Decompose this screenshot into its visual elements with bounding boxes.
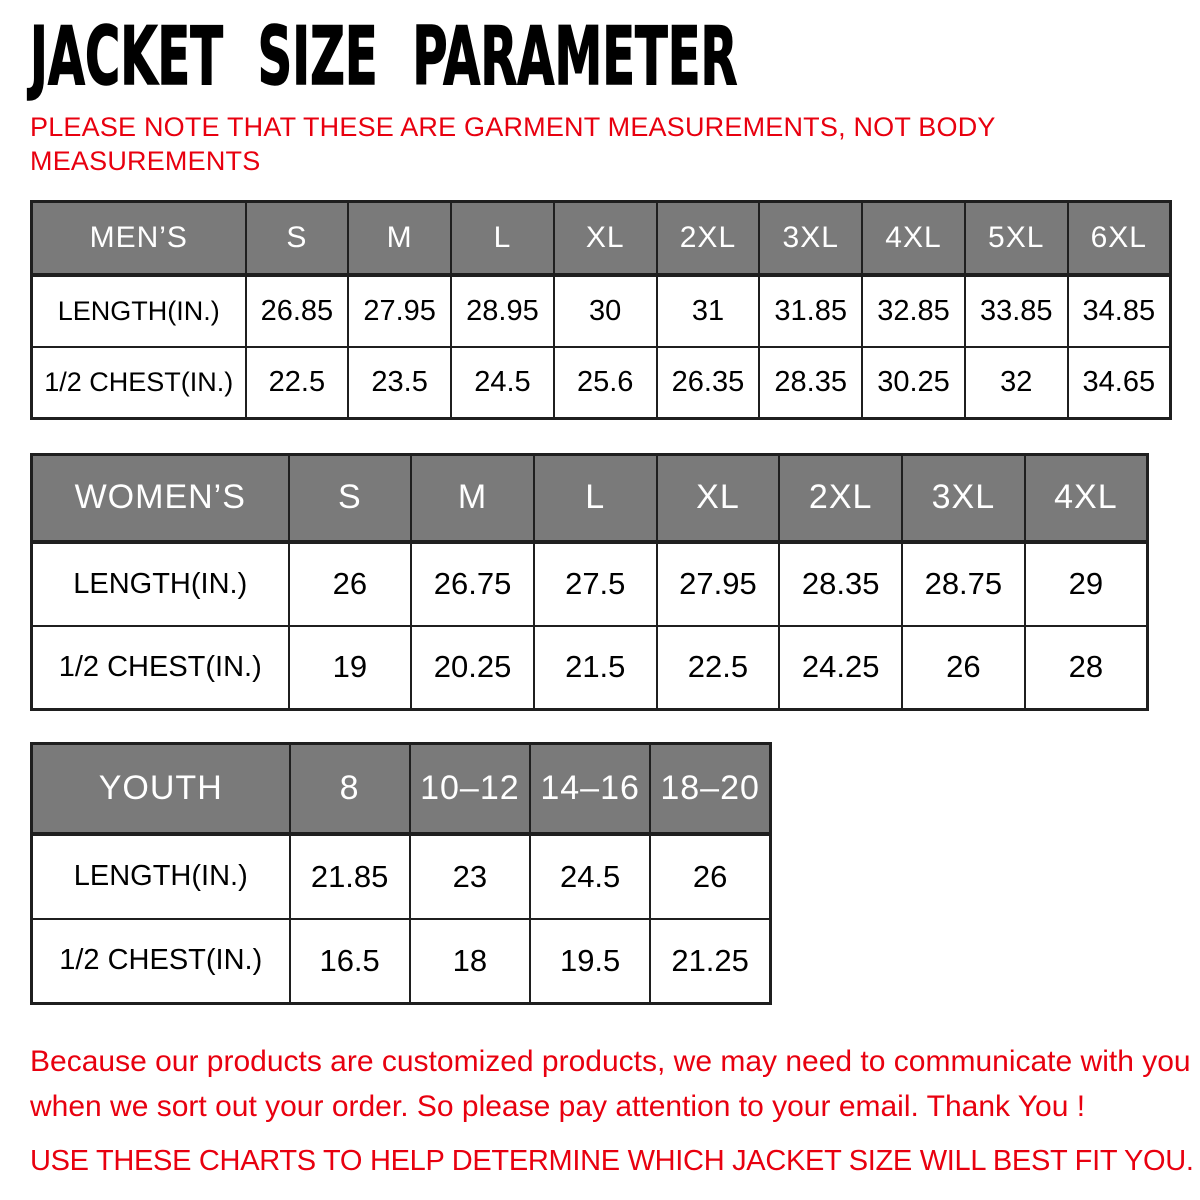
measurement-row: [32, 919, 771, 1004]
customization-notice-line-1: Because our products are customized products, we may need to communicate with you: [30, 1045, 1191, 1078]
chart-usage-note: USE THESE CHARTS TO HELP DETERMINE WHICH JACKET SIZE WILL BEST FIT YOU.: [30, 1145, 1194, 1177]
value-cell: 26: [902, 626, 1025, 710]
row-label-cell: LENGTH(IN.): [32, 834, 290, 919]
customization-notice: [30, 1039, 1200, 1129]
value-cell: 31.85: [759, 275, 862, 347]
value-cell: 24.5: [451, 347, 554, 419]
header-row: [32, 202, 1171, 275]
value-cell: 24.5: [530, 834, 650, 919]
customization-notice-line-2: when we sort out your order. So please pay attention to your email. Thank You !: [30, 1090, 1086, 1123]
value-cell: 30: [554, 275, 657, 347]
value-cell: 16.5: [290, 919, 410, 1004]
size-header-cell: 3XL: [759, 202, 862, 275]
value-cell: 22.5: [246, 347, 349, 419]
value-cell: 27.95: [348, 275, 451, 347]
size-table-mens: [30, 200, 1172, 420]
row-label-cell: 1/2 CHEST(IN.): [32, 919, 290, 1004]
size-header-cell: 10–12: [410, 744, 530, 834]
size-table-youth: [30, 742, 772, 1005]
size-header-cell: 5XL: [965, 202, 1068, 275]
value-cell: 30.25: [862, 347, 965, 419]
size-header-cell: M: [348, 202, 451, 275]
value-cell: 22.5: [657, 626, 780, 710]
value-cell: 26: [650, 834, 770, 919]
size-header-cell: XL: [657, 455, 780, 542]
value-cell: 25.6: [554, 347, 657, 419]
table-title-cell: MEN’S: [32, 202, 246, 275]
size-header-cell: 18–20: [650, 744, 770, 834]
row-label-cell: 1/2 CHEST(IN.): [32, 626, 289, 710]
table-title-cell: WOMEN’S: [32, 455, 289, 542]
size-header-cell: 14–16: [530, 744, 650, 834]
size-header-cell: 4XL: [1025, 455, 1148, 542]
value-cell: 26.35: [657, 347, 760, 419]
value-cell: 27.95: [657, 542, 780, 626]
value-cell: 34.65: [1068, 347, 1171, 419]
garment-measurement-note: [30, 110, 1200, 178]
header-row: [32, 744, 771, 834]
note-line-2: MEASUREMENTS: [30, 146, 261, 176]
value-cell: 23: [410, 834, 530, 919]
value-cell: 27.5: [534, 542, 657, 626]
size-header-cell: 3XL: [902, 455, 1025, 542]
value-cell: 23.5: [348, 347, 451, 419]
size-header-cell: 2XL: [779, 455, 902, 542]
size-header-cell: L: [451, 202, 554, 275]
measurement-row: [32, 347, 1171, 419]
size-header-cell: XL: [554, 202, 657, 275]
value-cell: 28.95: [451, 275, 554, 347]
measurement-row: [32, 626, 1148, 710]
value-cell: 20.25: [411, 626, 534, 710]
value-cell: 26: [289, 542, 412, 626]
row-label-cell: LENGTH(IN.): [32, 542, 289, 626]
value-cell: 32: [965, 347, 1068, 419]
size-tables-container: [30, 200, 1200, 1005]
measurement-row: [32, 542, 1148, 626]
value-cell: 28.75: [902, 542, 1025, 626]
value-cell: 21.25: [650, 919, 770, 1004]
value-cell: 31: [657, 275, 760, 347]
size-header-cell: M: [411, 455, 534, 542]
value-cell: 21.5: [534, 626, 657, 710]
size-header-cell: 6XL: [1068, 202, 1171, 275]
page-title-text: JACKET SIZE PARAMETER: [30, 10, 738, 103]
value-cell: 28: [1025, 626, 1148, 710]
header-row: [32, 455, 1148, 542]
page-title: [30, 10, 1200, 103]
value-cell: 32.85: [862, 275, 965, 347]
value-cell: 19.5: [530, 919, 650, 1004]
value-cell: 18: [410, 919, 530, 1004]
size-header-cell: S: [289, 455, 412, 542]
size-header-cell: 8: [290, 744, 410, 834]
value-cell: 26.75: [411, 542, 534, 626]
size-header-cell: L: [534, 455, 657, 542]
size-header-cell: 2XL: [657, 202, 760, 275]
size-header-cell: 4XL: [862, 202, 965, 275]
note-line-1: PLEASE NOTE THAT THESE ARE GARMENT MEASUREMENTS, NOT BODY: [30, 112, 996, 142]
value-cell: 34.85: [1068, 275, 1171, 347]
value-cell: 26.85: [246, 275, 349, 347]
value-cell: 19: [289, 626, 412, 710]
size-header-cell: S: [246, 202, 349, 275]
value-cell: 24.25: [779, 626, 902, 710]
row-label-cell: LENGTH(IN.): [32, 275, 246, 347]
measurement-row: [32, 275, 1171, 347]
row-label-cell: 1/2 CHEST(IN.): [32, 347, 246, 419]
value-cell: 28.35: [779, 542, 902, 626]
value-cell: 21.85: [290, 834, 410, 919]
value-cell: 29: [1025, 542, 1148, 626]
size-table-womens: [30, 453, 1149, 711]
table-title-cell: YOUTH: [32, 744, 290, 834]
measurement-row: [32, 834, 771, 919]
value-cell: 28.35: [759, 347, 862, 419]
value-cell: 33.85: [965, 275, 1068, 347]
